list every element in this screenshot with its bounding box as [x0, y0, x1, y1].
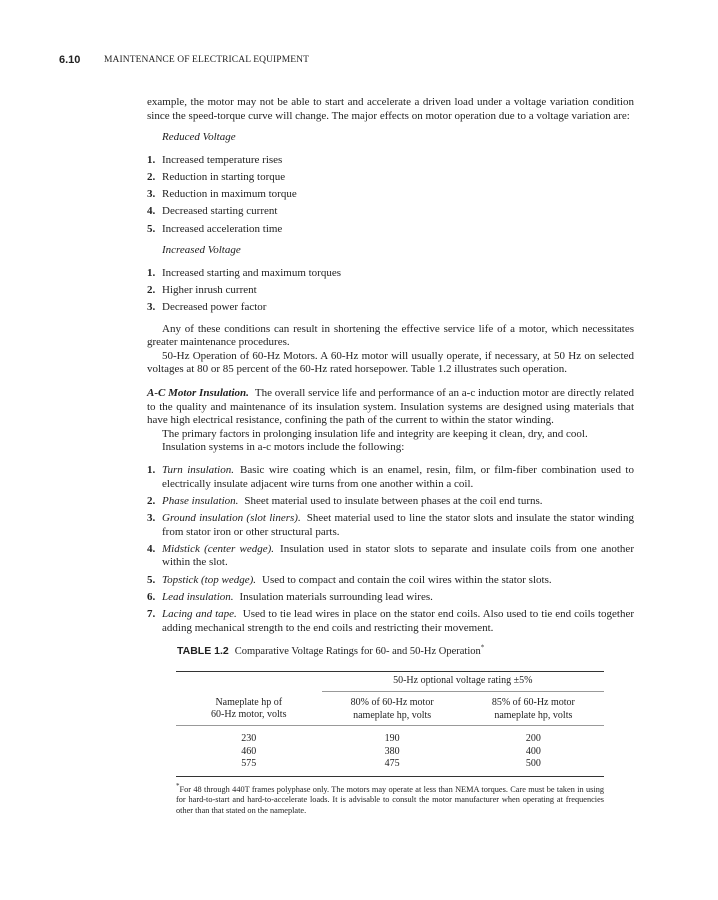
running-header	[59, 53, 659, 67]
table-label: TABLE 1.2	[177, 645, 229, 658]
list-item: 1. Increased starting and maximum torques	[147, 266, 342, 279]
page-body	[147, 96, 634, 816]
increased-voltage-list	[147, 267, 634, 315]
group-header: 50-Hz optional voltage rating ±5%	[322, 671, 604, 692]
column-header: 80% of 60-Hz motor nameplate hp, volts	[322, 692, 463, 726]
table-caption: TABLE 1.2 Comparative Voltage Ratings for 60- and 50-Hz Operation*	[177, 643, 485, 658]
fifty-hz-paragraph: 50-Hz Operation of 60-Hz Motors. A 60-Hz motor will usually operate, if necessary, at 50 Hz on selected voltages at 80 or 85 percent of the 60-Hz rated horsepower. Table 1.2 illustrates such operation.	[147, 349, 634, 376]
list-item: 6. Lead insulation. Insulation materials surrounding lead wires.	[147, 590, 433, 603]
list-item: 2. Higher inrush current	[147, 283, 257, 296]
list-item: 7. Lacing and tape. Used to tie lead wires in place on the stator end coils. Also used to tie end coils together adding mechanical strength to the end coils and restricting their movement.	[147, 607, 634, 634]
list-item: 3. Decreased power factor	[147, 301, 267, 314]
insulation-heading: A-C Motor Insulation.	[147, 387, 249, 400]
list-item: 2. Reduction in starting torque	[147, 170, 286, 183]
list-item: 1. Increased temperature rises	[147, 153, 283, 166]
insulation-systems-intro: Insulation systems in a-c motors include the following:	[162, 441, 405, 454]
list-item: 5. Increased acceleration time	[147, 222, 283, 235]
insulation-paragraph: A-C Motor Insulation. The overall service life and performance of an a-c induction motor are directly related to the quality and maintenance of its insulation system. Insulation systems are designed using materials that have high electrical resistance, confining the path of the current to within the stator winding.	[147, 387, 634, 427]
page-number: 6.10	[59, 54, 81, 66]
column-header: 85% of 60-Hz motor nameplate hp, volts	[463, 692, 604, 726]
conditions-paragraph: Any of these conditions can result in shortening the effective service life of a motor, which necessitates greater maintenance procedures.	[147, 322, 634, 349]
list-item: 3. Reduction in maximum torque	[147, 188, 297, 201]
insulation-factors-paragraph: The primary factors in prolonging insulation life and integrity are keeping it clean, dry, and cool.	[162, 427, 588, 440]
list-item: 4. Decreased starting current	[147, 205, 278, 218]
insulation-list	[147, 464, 634, 635]
intro-paragraph: example, the motor may not be able to start and accelerate a driven load under a voltage variation condition since the speed-torque curve will change. The major effects on motor operation due to a voltage variation are:	[147, 96, 634, 122]
increased-voltage-heading: Increased Voltage	[162, 244, 241, 257]
reduced-voltage-heading: Reduced Voltage	[162, 131, 236, 144]
column-header: Nameplate hp of 60-Hz motor, volts	[176, 692, 322, 726]
list-item: 3. Ground insulation (slot liners). Sheet material used to line the stator slots and insulate the stator winding from stator iron or other structural parts.	[147, 512, 634, 538]
table-row: 230 190 200	[241, 733, 541, 745]
list-item: 1. Turn insulation. Basic wire coating which is an enamel, resin, film, or film-fiber combination used to electrically insulate adjacent wire turns from one another within a coil.	[147, 464, 634, 490]
list-item: 5. Topstick (top wedge). Used to compact and contain the coil wires within the stator slots.	[147, 573, 552, 586]
voltage-ratings-table	[176, 665, 604, 777]
voltage-ratings-table-block	[147, 645, 634, 816]
list-item: 4. Midstick (center wedge). Insulation used in stator slots to separate and insulate coils from one another within the slot.	[147, 542, 634, 569]
list-item: 2. Phase insulation. Sheet material used to insulate between phases at the coil end turns.	[147, 494, 543, 507]
table-row: 460 380 400	[241, 745, 541, 757]
table-footnote: *For 48 through 440T frames polyphase only. The motors may operate at less than NEMA torques. Care must be taken in using for hard-to-start and hard-to-accelerate loads. It is advisable to consult the motor manufacturer when operating at frequencies other than that stated on the nameplate.	[176, 781, 604, 815]
table-row: 575 475 500	[241, 758, 541, 770]
chapter-title: MAINTENANCE OF ELECTRICAL EQUIPMENT	[104, 55, 310, 65]
reduced-voltage-list	[147, 154, 634, 236]
